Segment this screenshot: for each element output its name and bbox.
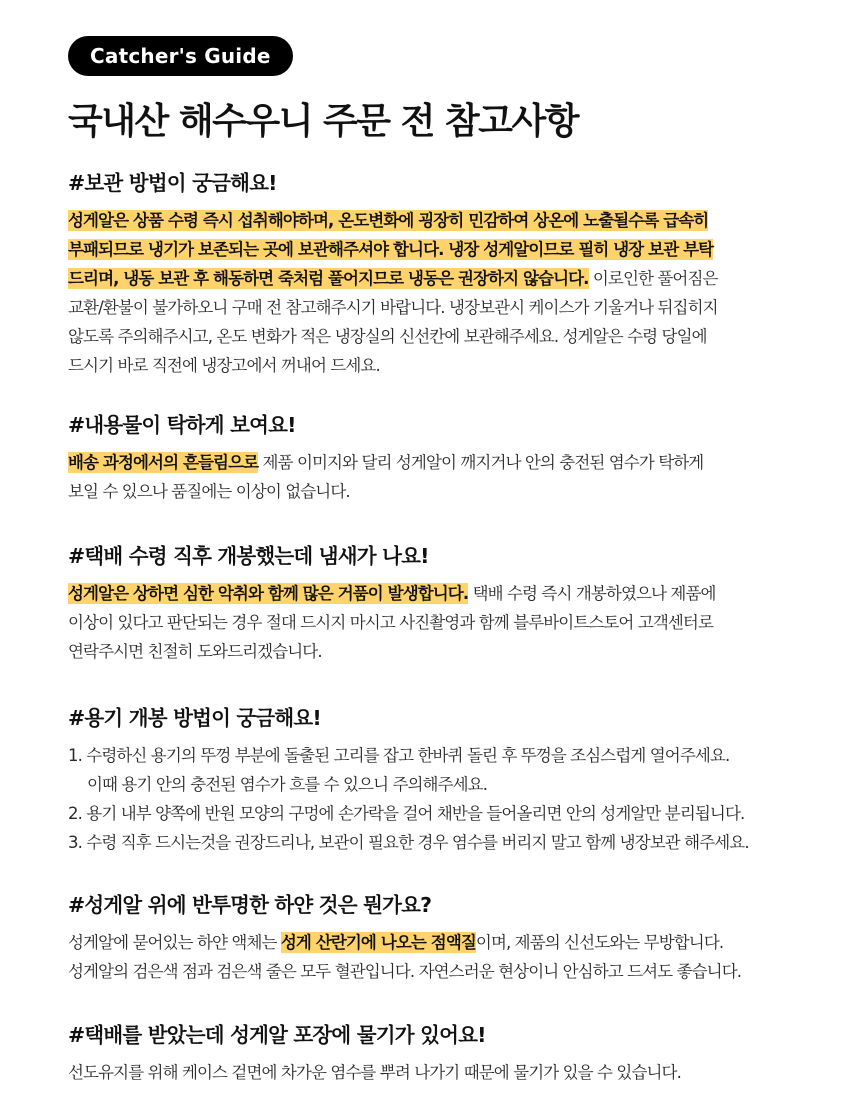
highlight-text: 드리며, 냉동 보관 후 해동하면 죽처럼 풀어지므로 냉동은 권장하지 않습니다. xyxy=(68,269,589,288)
section-body xyxy=(68,579,828,666)
body-text: 않도록 주의해주시고, 온도 변화가 적은 냉장실의 신선칸에 보관해주세요. 성게알은 수령 당일에 xyxy=(68,327,707,346)
section-heading: #보관 방법이 궁금해요! xyxy=(68,171,277,195)
section-body xyxy=(68,206,828,380)
highlight-text: 성게 산란기에 나오는 점액질 xyxy=(280,933,476,952)
page-title: 국내산 해수우니 주문 전 참고사항 xyxy=(68,101,578,142)
section-cloudy xyxy=(68,410,828,506)
list-item: 이때 용기 안의 충전된 염수가 흐를 수 있으니 주의해주세요. xyxy=(87,775,488,794)
section-heading: #내용물이 탁하게 보여요! xyxy=(68,413,296,437)
section-body xyxy=(68,928,828,986)
body-text: 드시기 바로 직전에 냉장고에서 꺼내어 드세요. xyxy=(68,356,380,375)
body-text: 택배 수령 즉시 개봉하였으나 제품에 xyxy=(468,584,716,603)
body-text: 연락주시면 친절히 도와드리겠습니다. xyxy=(68,642,322,661)
body-text: 보일 수 있으나 품질에는 이상이 없습니다. xyxy=(68,482,350,501)
highlight-text: 부패되므로 냉기가 보존되는 곳에 보관해주셔야 합니다. 냉장 성게알이므로 필히 냉장 보관 부탁 xyxy=(68,240,714,259)
list-item: 3. 수령 직후 드시는것을 권장드리나, 보관이 필요한 경우 염수를 버리지 말고 함께 냉장보관 해주세요. xyxy=(68,833,749,852)
body-text: 이며, 제품의 신선도와는 무방합니다. xyxy=(475,933,724,952)
section-heading: #택배 수령 직후 개봉했는데 냄새가 나요! xyxy=(68,544,429,568)
highlight-text: 배송 과정에서의 흔들림으로 xyxy=(68,453,259,472)
section-heading: #용기 개봉 방법이 궁금해요! xyxy=(68,706,321,730)
highlight-text: 성게알은 상하면 심한 악취와 함께 많은 거품이 발생합니다. xyxy=(68,584,469,603)
body-text: 선도유지를 위해 케이스 겉면에 차가운 염수를 뿌려 나가기 때문에 물기가 있을 수 있습니다. xyxy=(68,1063,681,1082)
section-body xyxy=(68,741,828,857)
section-storage xyxy=(68,168,828,380)
section-body xyxy=(68,448,828,506)
body-text: 제품 이미지와 달리 성게알이 깨지거나 안의 충전된 염수가 탁하게 xyxy=(258,453,704,472)
body-text: 성게알에 묻어있는 하얀 액체는 xyxy=(68,933,281,952)
section-white-substance xyxy=(68,890,828,986)
highlight-text: 성게알은 상품 수령 즉시 섭취해야하며, 온도변화에 굉장히 민감하여 상온에 노출될수록 급속히 xyxy=(68,211,709,230)
list-item: 1. 수령하신 용기의 뚜껑 부분에 돌출된 고리를 잡고 한바퀴 돌린 후 뚜껑을 조심스럽게 열어주세요. xyxy=(68,746,730,765)
section-body xyxy=(68,1058,828,1087)
catchers-guide-badge: Catcher's Guide xyxy=(68,36,293,76)
body-text: 이상이 있다고 판단되는 경우 절대 드시지 마시고 사진촬영과 함께 블루바이트스토어 고객센터로 xyxy=(68,613,714,632)
list-item: 2. 용기 내부 양쪽에 반원 모양의 구멍에 손가락을 걸어 채반을 들어올리면 안의 성게알만 분리됩니다. xyxy=(68,804,745,823)
section-opening xyxy=(68,703,828,857)
body-text: 성게알의 검은색 점과 검은색 줄은 모두 혈관입니다. 자연스러운 현상이니 안심하고 드셔도 좋습니다. xyxy=(68,962,742,981)
body-text: 이로인한 풀어짐은 xyxy=(588,269,718,288)
section-heading: #성게알 위에 반투명한 하얀 것은 뭔가요? xyxy=(68,893,432,917)
section-smell xyxy=(68,541,828,666)
section-heading: #택배를 받았는데 성게알 포장에 물기가 있어요! xyxy=(68,1023,486,1047)
section-moisture xyxy=(68,1020,828,1087)
body-text: 교환/환불이 불가하오니 구매 전 참고해주시기 바랍니다. 냉장보관시 케이스가 기울거나 뒤집히지 xyxy=(68,298,718,317)
